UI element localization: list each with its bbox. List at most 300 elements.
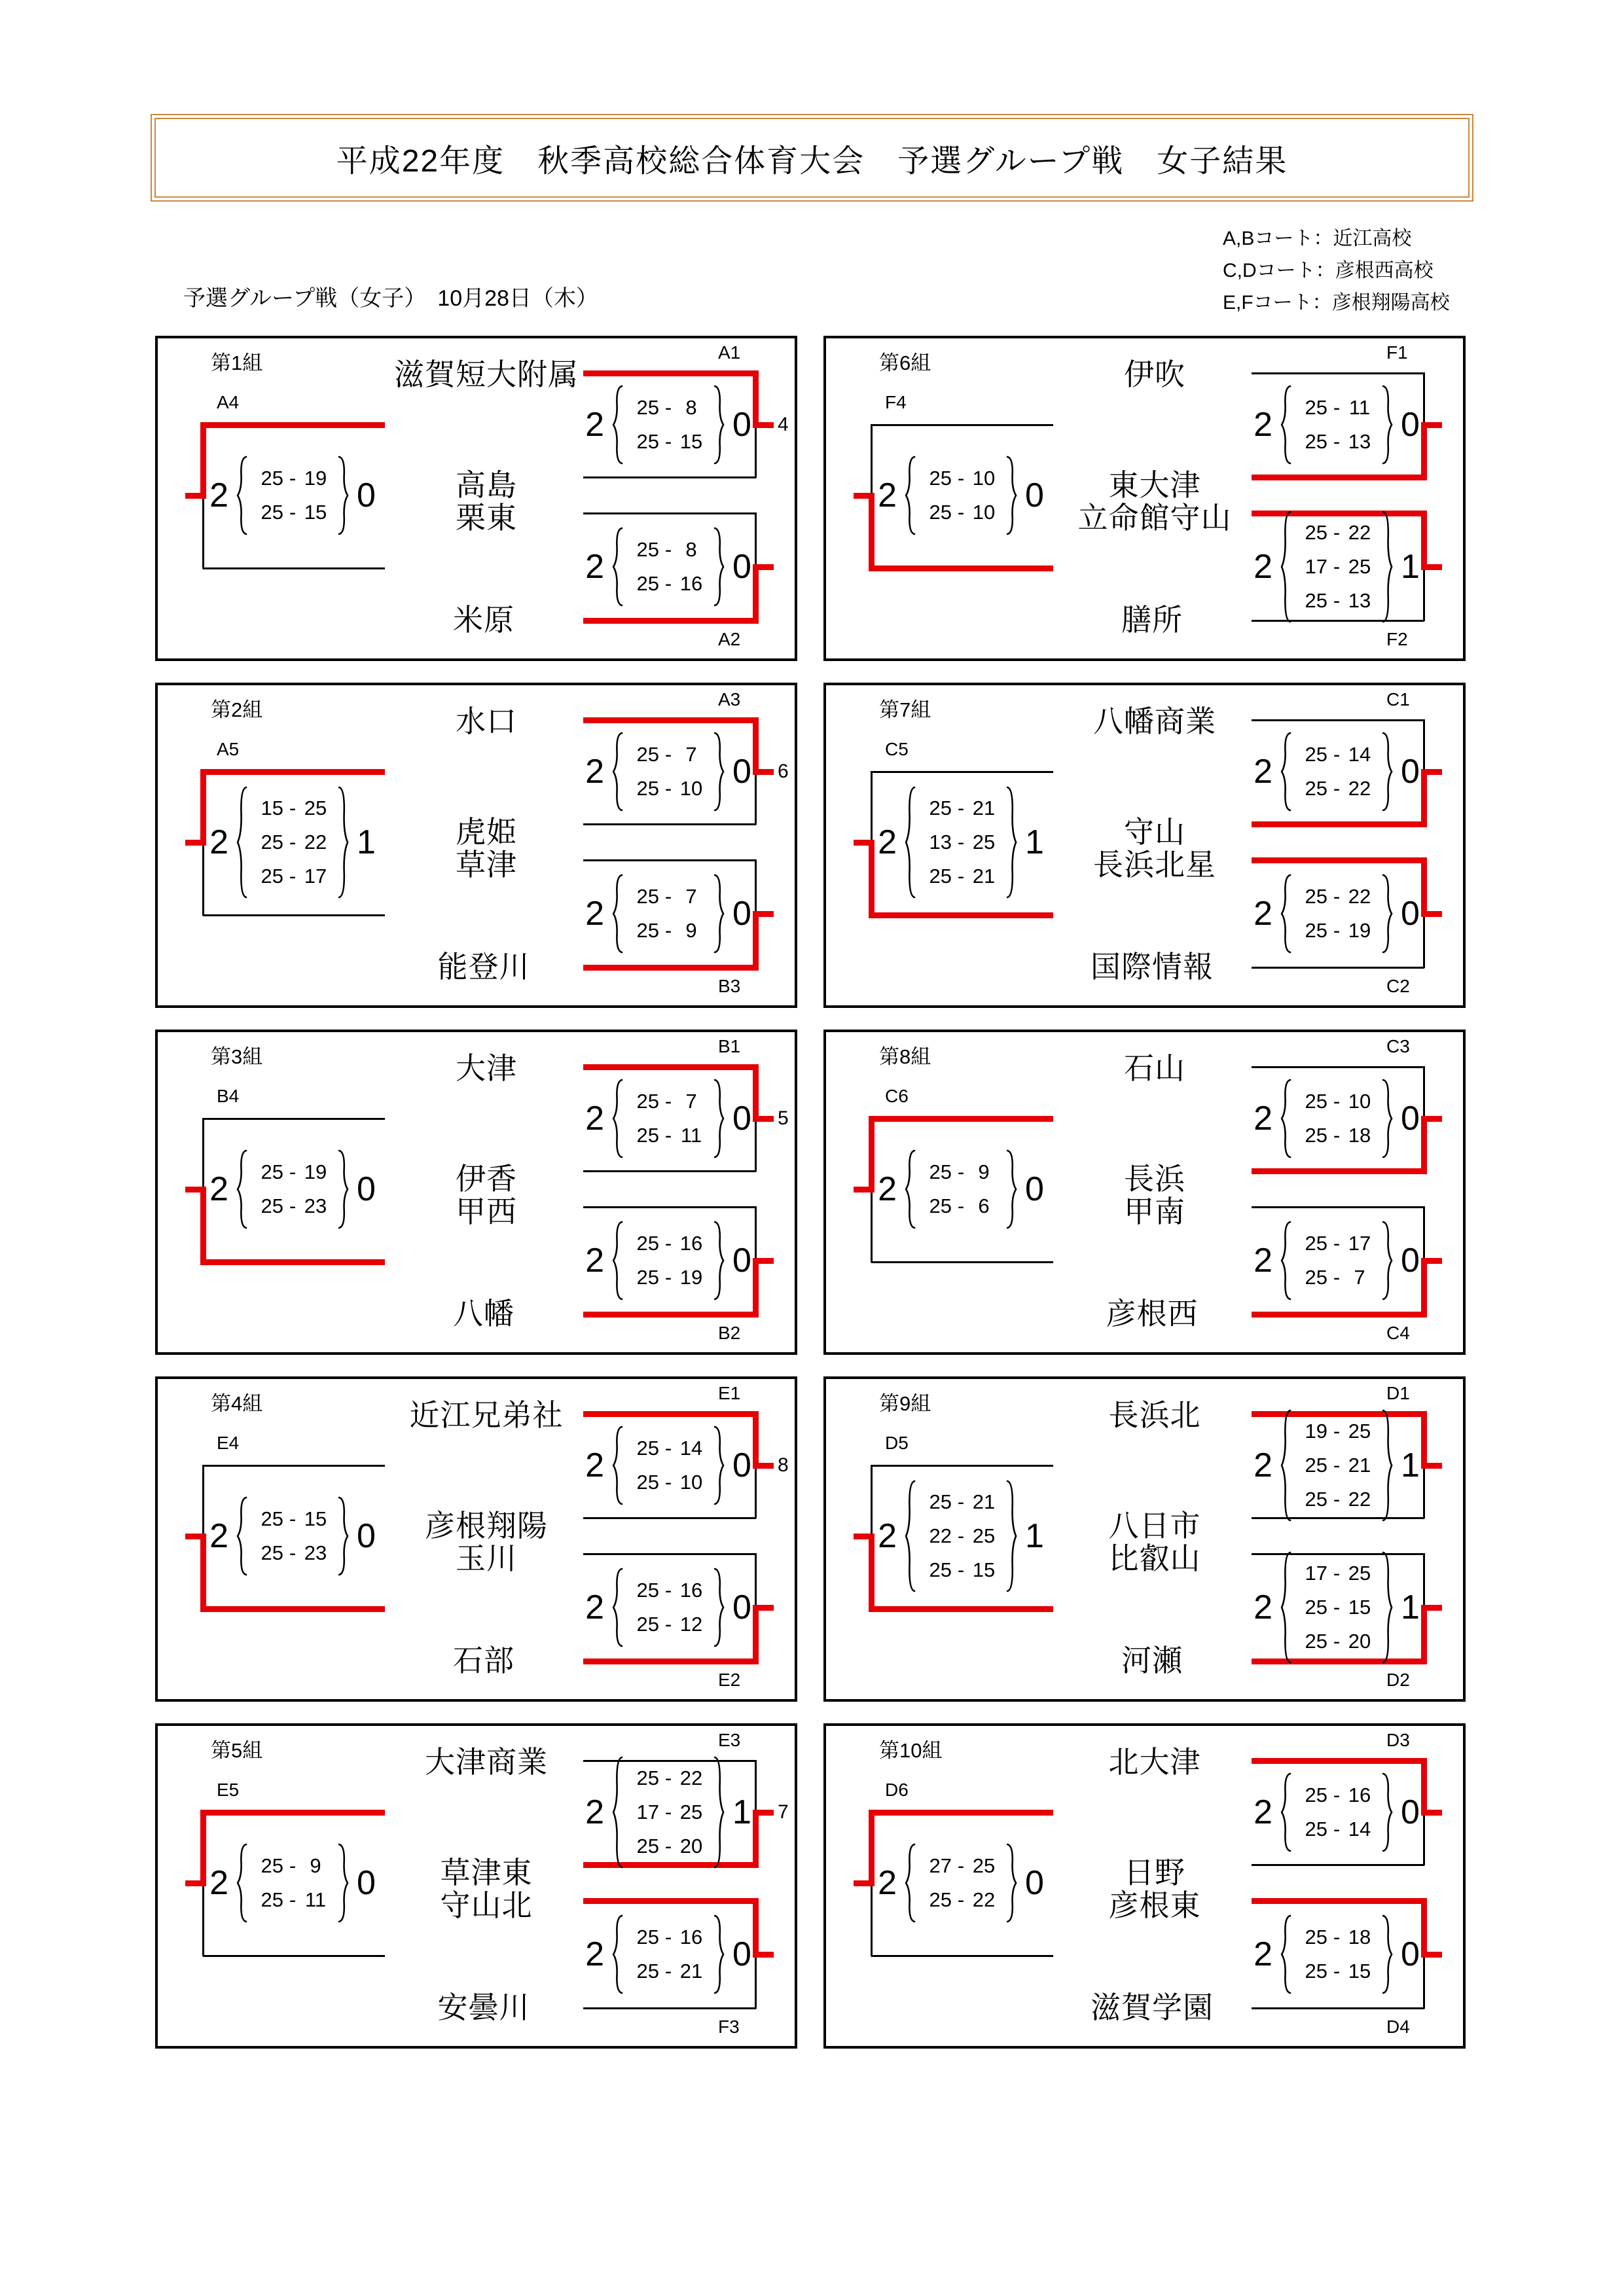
winner-line-red [753, 1064, 759, 1122]
score-right: 0 [1401, 753, 1420, 791]
set-score-list [632, 1573, 705, 1641]
brace-right-icon [712, 732, 725, 812]
set-score-left: 25 [1305, 1454, 1327, 1477]
set-score-left: 25 [1305, 743, 1327, 766]
court-note-line: E,Fコート：彦根翔陽高校 [1223, 292, 1450, 314]
set-score-left: 25 [1305, 1784, 1327, 1806]
semi_top-score [1254, 1409, 1420, 1522]
semi_bottom-score [585, 874, 751, 954]
set-score-dash: - [664, 1437, 672, 1460]
set-score-dash: - [289, 1541, 297, 1564]
bracket-line [583, 859, 756, 861]
set-score-dash: - [1333, 1232, 1341, 1255]
set-score-left: 25 [636, 396, 659, 419]
set-score-right: 22 [1348, 777, 1371, 800]
set-score-dash: - [1333, 1926, 1341, 1948]
set-score-list [256, 461, 329, 529]
bracket-line [583, 2007, 756, 2009]
title-box [151, 114, 1473, 202]
winner-line-red [1422, 1810, 1442, 1816]
set-score-list [256, 1502, 329, 1570]
semi_top-score [585, 1756, 751, 1869]
set-score-left: 25 [636, 1579, 659, 1602]
set-score-right: 15 [972, 1558, 996, 1581]
match-court-label: E5 [217, 1780, 240, 1800]
set-score [924, 495, 998, 529]
winner-line-red [869, 1810, 875, 1886]
set-score-right: 19 [1348, 919, 1371, 942]
winner-line-red [869, 493, 875, 571]
winner-line-red [753, 1258, 759, 1318]
set-score-left: 25 [1305, 589, 1327, 612]
brace-right-icon [1005, 456, 1018, 535]
set-score-list [924, 1155, 998, 1223]
brace-right-icon [336, 456, 350, 535]
semi_bottom-score [585, 1221, 751, 1300]
team-name-mid1: 東大津 [1108, 468, 1201, 502]
set-score-right: 22 [1348, 521, 1371, 544]
semi_bottom-score [585, 1568, 751, 1647]
set-score-right: 22 [1348, 1488, 1371, 1511]
set-score-list [632, 1431, 705, 1499]
set-score-left: 25 [929, 865, 952, 888]
set-score-dash: - [289, 865, 297, 888]
court-note-line: C,Dコート：彦根西高校 [1223, 260, 1434, 281]
set-score [256, 859, 329, 893]
set-score [924, 1189, 998, 1223]
team-name-top: 大津商業 [425, 1745, 548, 1779]
bracket-line [871, 424, 1053, 426]
brace-right-icon [1380, 732, 1394, 812]
brace-left-icon [904, 456, 917, 535]
set-score-left: 25 [261, 501, 283, 524]
semi_top-score [585, 385, 751, 465]
set-score-list [1300, 738, 1373, 806]
group-label: 第10組 [879, 1739, 943, 1762]
group-label: 第5組 [211, 1739, 263, 1762]
set-score [632, 1954, 705, 1988]
winner-line-red [200, 1810, 206, 1886]
set-score-dash: - [957, 1558, 965, 1581]
match-court-label: D6 [885, 1780, 909, 1800]
set-score-left: 25 [636, 919, 659, 942]
set-score-right: 21 [1348, 1454, 1371, 1477]
set-score [256, 1883, 329, 1917]
winner-line-red [753, 564, 759, 624]
set-score [1300, 1085, 1373, 1119]
set-score [924, 1553, 998, 1587]
score-right: 0 [732, 1242, 751, 1280]
set-score-left: 25 [636, 1613, 659, 1636]
winner-line-red [1252, 1898, 1427, 1904]
semi_bottom-score [585, 1914, 751, 1994]
set-score-list [1300, 516, 1373, 618]
score-left: 2 [209, 1517, 228, 1555]
set-score-list [1300, 1085, 1373, 1153]
winner-line-red [200, 1810, 385, 1816]
score-right: 1 [1401, 548, 1420, 586]
brace-left-icon [236, 1496, 249, 1576]
score-right: 1 [1025, 823, 1044, 861]
set-score-right: 8 [685, 538, 697, 561]
winner-line-red [753, 911, 759, 971]
set-score [1300, 1448, 1373, 1482]
brace-left-icon [1280, 732, 1293, 812]
set-score-left: 22 [929, 1524, 952, 1547]
winner-line-red [1422, 1605, 1442, 1611]
set-score-left: 25 [636, 1124, 659, 1147]
brace-left-icon [1280, 1221, 1293, 1300]
brace-right-icon [336, 786, 350, 899]
set-score-left: 17 [1305, 1562, 1327, 1585]
winner-line-red [1421, 422, 1427, 480]
brace-left-icon [1280, 1409, 1293, 1522]
winner-line-red [583, 1898, 759, 1904]
bracket-line [1252, 1206, 1424, 1208]
winner-line-red [200, 1259, 385, 1265]
winner-line-red [753, 1898, 759, 1958]
winner-line-red [1422, 911, 1442, 917]
score-right: 1 [357, 823, 376, 861]
winner-line-red [753, 1605, 774, 1611]
page-title: 平成22年度 秋季高校総合体育大会 予選グループ戦 女子結果 [336, 143, 1288, 179]
winner-line-red [1421, 1411, 1427, 1469]
team-name-mid1: 高島 [456, 468, 517, 502]
set-score-list [632, 1761, 705, 1863]
set-score-right: 16 [679, 1926, 703, 1948]
bracket-line [583, 512, 756, 514]
set-score-left: 25 [261, 1194, 283, 1217]
set-score [1300, 550, 1373, 584]
team-name-mid2: 草津 [456, 848, 517, 882]
set-score-dash: - [289, 467, 297, 490]
brace-left-icon [611, 874, 624, 954]
set-score [632, 1607, 705, 1641]
winner-line-red [1252, 821, 1427, 827]
score-left: 2 [585, 1793, 604, 1831]
group-box [823, 1376, 1466, 1702]
winner-line-red [854, 1187, 874, 1193]
set-score-left: 25 [261, 1888, 283, 1911]
set-score [924, 461, 998, 495]
semi_top-score [1254, 732, 1420, 812]
bracket-line [203, 914, 385, 916]
brace-left-icon [904, 786, 917, 899]
score-left: 2 [209, 1170, 228, 1208]
set-score [632, 1761, 705, 1795]
set-score-left: 25 [636, 1090, 659, 1113]
set-score [256, 1849, 329, 1883]
group-label: 第4組 [211, 1392, 263, 1415]
brace-right-icon [1380, 1221, 1394, 1300]
set-score-right: 12 [679, 1613, 703, 1636]
team-name-top: 石山 [1124, 1051, 1185, 1085]
winner-line-red [869, 1116, 1053, 1122]
set-score-right: 15 [304, 1507, 327, 1530]
brace-left-icon [611, 1221, 624, 1300]
score-left: 2 [1254, 548, 1272, 586]
set-score-right: 10 [1348, 1090, 1371, 1113]
bracket-line [871, 1261, 1053, 1263]
score-right: 0 [732, 1588, 751, 1626]
set-score-list [632, 1227, 705, 1295]
final-score [209, 1843, 376, 1923]
bracket-line [1252, 967, 1424, 969]
seed-number: 4 [778, 414, 789, 435]
set-score-left: 25 [636, 1926, 659, 1948]
set-score-right: 23 [304, 1541, 327, 1564]
team-name-mid1: 日野 [1124, 1856, 1185, 1890]
match-court-label: A3 [718, 689, 741, 709]
winner-line-red [1421, 1258, 1427, 1318]
bracket-line [583, 823, 756, 825]
brace-left-icon [236, 456, 249, 535]
set-score [256, 1536, 329, 1570]
winner-line-red [1252, 1168, 1427, 1174]
set-score [632, 1920, 705, 1954]
score-right: 0 [1401, 895, 1420, 933]
brace-left-icon [236, 786, 249, 899]
group-label: 第9組 [879, 1392, 931, 1415]
semi_bottom-score [1254, 1221, 1420, 1300]
set-score-left: 25 [929, 501, 952, 524]
team-name-mid2: 比叡山 [1108, 1541, 1201, 1575]
final-score [878, 1843, 1044, 1923]
set-score-dash: - [957, 1888, 965, 1911]
set-score-left: 25 [261, 831, 283, 853]
set-score-left: 17 [636, 1801, 659, 1823]
winner-line-red [200, 1187, 206, 1265]
set-score-dash: - [1333, 1562, 1341, 1585]
winner-line-red [583, 1659, 759, 1664]
set-score [1300, 1778, 1373, 1812]
semi_top-score [1254, 1079, 1420, 1158]
brace-right-icon [1380, 1914, 1394, 1994]
group-label: 第3組 [211, 1045, 263, 1068]
set-score [256, 1155, 329, 1189]
bracket-line [1252, 1864, 1424, 1866]
winner-line-red [1421, 857, 1427, 917]
seed-number: 7 [778, 1801, 789, 1823]
score-right: 0 [1025, 476, 1044, 514]
score-right: 0 [732, 1446, 751, 1484]
winner-line-red [1252, 1312, 1427, 1318]
set-score-dash: - [289, 1194, 297, 1217]
set-score-dash: - [1333, 885, 1341, 908]
winner-line-red [200, 1534, 206, 1612]
set-score [632, 533, 705, 567]
winner-line-red [854, 1534, 874, 1539]
brace-left-icon [1280, 511, 1293, 623]
brace-left-icon [611, 1914, 624, 1994]
winner-line-red [1421, 1116, 1427, 1174]
set-score-right: 14 [1348, 1818, 1371, 1840]
brace-left-icon [236, 1843, 249, 1923]
group-box [155, 1030, 797, 1355]
set-score [632, 914, 705, 948]
set-score-dash: - [957, 1524, 965, 1547]
set-score-list [924, 791, 998, 893]
score-left: 2 [1254, 1100, 1272, 1138]
set-score [632, 1795, 705, 1829]
winner-line-red [200, 769, 385, 775]
score-left: 2 [585, 1446, 604, 1484]
brace-right-icon [712, 527, 725, 607]
brace-right-icon [336, 1496, 350, 1576]
winner-line-red [753, 1810, 759, 1868]
set-score-left: 25 [636, 885, 659, 908]
match-court-label: E2 [718, 1670, 741, 1690]
score-right: 0 [732, 406, 751, 444]
set-score-dash: - [664, 1926, 672, 1948]
set-score-right: 14 [679, 1437, 703, 1460]
set-score-right: 14 [1348, 743, 1371, 766]
set-score-list [632, 880, 705, 948]
set-score-dash: - [957, 1490, 965, 1513]
set-score-right: 25 [304, 797, 327, 819]
set-score-dash: - [957, 467, 965, 490]
set-score [256, 791, 329, 825]
set-score [1300, 1119, 1373, 1153]
set-score-dash: - [664, 777, 672, 800]
set-score [632, 1227, 705, 1261]
set-score-right: 7 [1354, 1266, 1365, 1289]
set-score [924, 1155, 998, 1189]
winner-line-red [1421, 1758, 1427, 1816]
set-score-right: 18 [1348, 1926, 1371, 1948]
set-score-dash: - [1333, 743, 1341, 766]
set-score-right: 16 [679, 1232, 703, 1255]
set-score-right: 10 [972, 467, 996, 490]
winner-line-red [1422, 1258, 1442, 1264]
winner-line-red [869, 1810, 1053, 1816]
set-score-left: 25 [1305, 777, 1327, 800]
score-right: 1 [732, 1793, 751, 1831]
set-score-left: 25 [636, 430, 659, 453]
group-box [155, 1723, 797, 2049]
court-notes [1223, 223, 1450, 319]
set-score-dash: - [957, 1160, 965, 1183]
set-score [632, 567, 705, 601]
set-score-left: 25 [261, 1160, 283, 1183]
score-left: 2 [878, 1864, 897, 1902]
set-score-dash: - [957, 865, 965, 888]
semi_bottom-score [1254, 1551, 1420, 1664]
set-score-left: 15 [261, 797, 283, 819]
set-score-right: 25 [1348, 1420, 1371, 1443]
winner-line-red [869, 1534, 875, 1612]
score-right: 0 [732, 548, 751, 586]
bracket-line [871, 1465, 1053, 1467]
semi_bottom-score [1254, 874, 1420, 954]
winner-line-red [753, 422, 774, 428]
score-right: 0 [357, 1517, 376, 1555]
set-score-right: 11 [680, 1124, 702, 1147]
set-score [1300, 1590, 1373, 1624]
score-left: 2 [585, 895, 604, 933]
set-score-dash: - [957, 797, 965, 819]
score-right: 0 [732, 753, 751, 791]
semi_top-score [585, 1426, 751, 1505]
set-score-dash: - [664, 1266, 672, 1289]
set-score-right: 21 [972, 797, 996, 819]
brace-left-icon [1280, 385, 1293, 465]
winner-line-red [200, 422, 385, 428]
group-box [823, 336, 1466, 661]
team-name-bottom: 彦根西 [1106, 1297, 1199, 1331]
match-court-label: B4 [217, 1086, 240, 1106]
set-score-dash: - [664, 743, 672, 766]
set-score-list [1300, 391, 1373, 459]
set-score-left: 25 [636, 1767, 659, 1789]
set-score-dash: - [1333, 777, 1341, 800]
set-score [1300, 391, 1373, 425]
set-score [1300, 1227, 1373, 1261]
set-score-left: 25 [261, 1541, 283, 1564]
set-score-right: 19 [304, 1160, 327, 1183]
winner-line-red [583, 1312, 759, 1318]
set-score-list [632, 533, 705, 601]
brace-right-icon [1005, 786, 1018, 899]
score-left: 2 [1254, 1446, 1272, 1484]
score-right: 0 [357, 1170, 376, 1208]
seed-number: 6 [778, 761, 789, 782]
set-score-left: 25 [261, 467, 283, 490]
set-score-dash: - [664, 1960, 672, 1982]
winner-line-red [185, 1880, 206, 1886]
team-name-top: 北大津 [1108, 1745, 1201, 1779]
set-score-right: 21 [972, 865, 996, 888]
semi_top-score [1254, 1772, 1420, 1852]
score-right: 1 [1401, 1446, 1420, 1484]
set-score-left: 25 [929, 1160, 952, 1183]
winner-line-red [1421, 511, 1427, 570]
winner-line-red [1421, 1898, 1427, 1958]
set-score [632, 1261, 705, 1295]
match-court-label: C5 [885, 739, 909, 759]
set-score [1300, 772, 1373, 806]
bracket-line [1252, 372, 1424, 374]
team-name-mid1: 長浜 [1124, 1162, 1185, 1196]
set-score-dash: - [664, 919, 672, 942]
score-right: 0 [357, 476, 376, 514]
set-score-left: 25 [636, 1266, 659, 1289]
brace-right-icon [1380, 385, 1394, 465]
match-court-label: F2 [1386, 629, 1408, 649]
score-left: 2 [585, 406, 604, 444]
set-score-right: 15 [1348, 1596, 1371, 1619]
set-score-right: 13 [1348, 430, 1371, 453]
set-score-list [256, 1155, 329, 1223]
team-name-top: 水口 [456, 704, 517, 738]
score-left: 2 [1254, 406, 1272, 444]
set-score-right: 21 [679, 1960, 703, 1982]
bracket-line [583, 1553, 756, 1555]
score-left: 2 [585, 1935, 604, 1973]
winner-line-red [583, 618, 759, 624]
set-score-dash: - [1333, 1090, 1341, 1113]
bracket-line [583, 1206, 756, 1208]
set-score-list [1300, 880, 1373, 948]
group-box [155, 683, 797, 1008]
set-score-dash: - [1333, 1420, 1341, 1443]
semi_top-score [585, 732, 751, 812]
score-left: 2 [1254, 1935, 1272, 1973]
set-score-dash: - [289, 1160, 297, 1183]
brace-left-icon [611, 527, 624, 607]
set-score-dash: - [664, 430, 672, 453]
set-score-right: 20 [679, 1835, 703, 1857]
